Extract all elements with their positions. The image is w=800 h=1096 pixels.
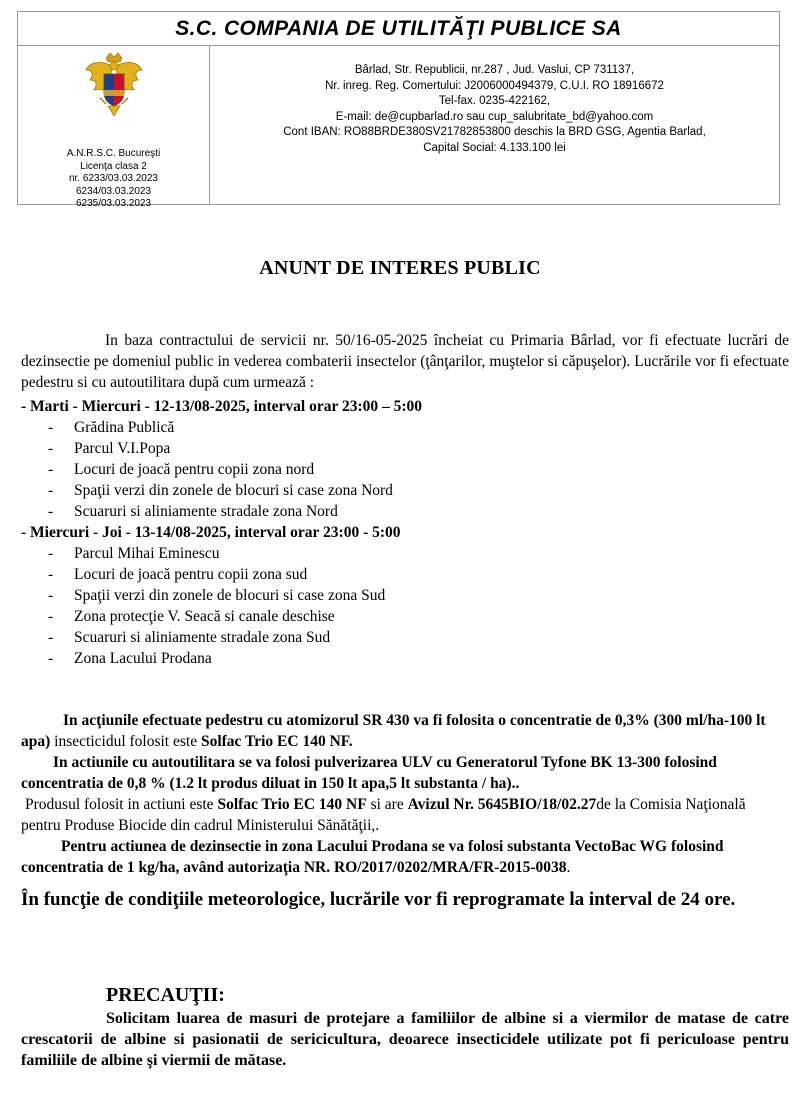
tech-paragraph-lake: Pentru actiunea de dezinsectie in zona Lacului Prodana se va folosi substanta VectoBac WG folosind concentratia de 1 kg/ha, având autorizaţia NR. RO/2017/0202/MRA/FR-2015-0038. <box>21 838 724 876</box>
intro-text: In baza contractului de servicii nr. 50/16-05-2025 încheiat cu Primaria Bârlad, vor fi efectuate lucrări de dezinsectie pe domeniul public in vederea combaterii insectelor (ţânţarilor, muştelor si căpuşelor). Lucrările vor fi efectuate pedestru si cu autoutilitara după cum urmează : <box>21 332 789 391</box>
announcement-title: ANUNT DE INTERES PUBLIC <box>259 257 541 279</box>
license-line: nr. 6233/03.03.2023 <box>69 173 158 184</box>
list-item: - Locuri de joacă pentru copii zona nord <box>21 459 789 480</box>
contact-phone: Tel-fax. 0235-422162, <box>438 95 551 107</box>
license-line: 6234/03.03.2023 <box>75 185 152 197</box>
letterhead <box>17 11 780 209</box>
weather-note: În funcţie de condiţiile meteorologice, lucrările vor fi reprogramate la interval de 24 ore. <box>21 889 736 910</box>
license-info <box>18 148 209 211</box>
contact-address: Bârlad, Str. Republicii, nr.287 , Jud. Vaslui, CP 731137, <box>354 64 635 76</box>
list-item: - Parcul Mihai Eminescu <box>21 543 789 564</box>
schedule-heading: - Marti - Miercuri - 12-13/08-2025, interval orar 23:00 – 5:00 <box>21 398 423 415</box>
schedule-block-2 <box>21 522 789 669</box>
license-line: Licenţa clasa 2 <box>80 160 147 172</box>
tech-paragraph-atomizer: In acţiunile efectuate pedestru cu atomizorul SR 430 va fi folosita o concentratie de 0,3% (300 ml/ha-100 lt apa) insecticidul folosit este Solfac Trio EC 140 NF. <box>21 712 766 750</box>
schedule-heading: - Miercuri - Joi - 13-14/08-2025, interval orar 23:00 - 5:00 <box>21 524 401 541</box>
contact-capital: Capital Social: 4.133.100 lei <box>423 141 566 154</box>
tech-paragraph-product: Produsul folosit in actiuni este Solfac Trio EC 140 NF si are Avizul Nr. 5645BIO/18/02.27de la Comisia Naţională pentru Produse Biocide din cadrul Ministerului Sănătăţii,. <box>21 796 746 834</box>
precautions-title: PRECAUŢII: <box>106 984 225 1006</box>
list-item: - Zona protecţie V. Seacă si canale deschise <box>21 606 789 627</box>
romanian-coat-of-arms-icon <box>84 52 144 118</box>
tech-paragraph-vehicle: In actiunile cu autoutilitara se va folosi pulverizarea ULV cu Generatorul Tyfone BK 13-300 folosind concentratia de 0,8 % (1.2 lt produs diluat in 150 lt apa,5 lt substanta / ha).. <box>21 754 717 792</box>
list-item: - Spaţii verzi din zonele de blocuri si case zona Sud <box>21 585 789 606</box>
license-cell <box>18 46 210 209</box>
intro-paragraph <box>21 330 789 393</box>
list-item: - Parcul V.I.Popa <box>21 438 789 459</box>
contact-email: E-mail: de@cupbarlad.ro sau cup_salubritate_bd@yahoo.com <box>335 110 654 123</box>
company-name: S.C. COMPANIA DE UTILITĂŢI PUBLICE SA <box>18 12 779 46</box>
contact-info <box>210 46 779 204</box>
places-list <box>21 417 789 522</box>
list-item: - Scuaruri si aliniamente stradale zona Sud <box>21 627 789 648</box>
list-item: - Zona Lacului Prodana <box>21 648 789 669</box>
list-item: - Locuri de joacă pentru copii zona sud <box>21 564 789 585</box>
license-line: 6235/03.03.2023 <box>75 198 152 209</box>
contact-iban: Cont IBAN: RO88BRDE380SV21782853800 deschis la BRD GSG, Agentia Barlad, <box>283 126 706 138</box>
schedule-block-1 <box>21 396 789 522</box>
contact-registration: Nr. inreg. Reg. Comertului: J2006000494379, C.U.I. RO 18916672 <box>325 79 664 92</box>
precautions-text: Solicitam luarea de masuri de protejare a familiilor de albine si a viermilor de matase de catre crescatorii de albine si pasionatii de sericicultura, deoarece insecticidele utilizate pot fi periculoase pentru familiile de albine şi viermii de mătase. <box>21 1010 789 1069</box>
list-item: - Spaţii verzi din zonele de blocuri si case zona Nord <box>21 480 789 501</box>
technical-details <box>21 710 789 878</box>
list-item: - Grădina Publică <box>21 417 789 438</box>
list-item: - Scuaruri si aliniamente stradale zona Nord <box>21 501 789 522</box>
license-line: A.N.R.S.C. Bucureşti <box>66 148 161 159</box>
places-list <box>21 543 789 669</box>
